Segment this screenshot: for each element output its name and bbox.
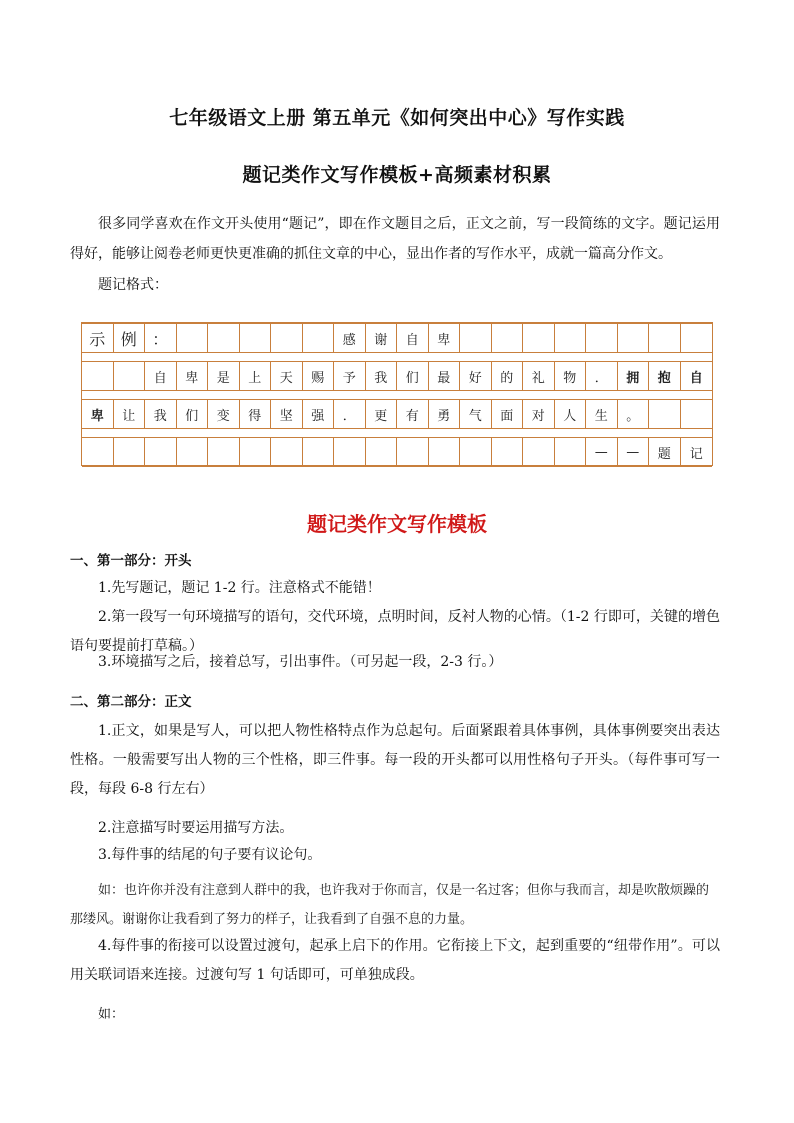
document-subtitle: 题记类作文写作模板+高频素材积累 <box>242 164 552 186</box>
grid-cell <box>397 438 429 466</box>
grid-cell: 强 <box>303 400 335 428</box>
opening-item-2: 2.第一段写一句环境描写的语句，交代环境，点明时间，反衬人物的心情。（1-2 行即可，关键的增色语句要提前打草稿。） <box>70 609 720 654</box>
grid-cell: 感 <box>334 324 366 352</box>
grid-cell: — <box>586 438 618 466</box>
grid-cell: 卑 <box>82 400 114 428</box>
example-paragraph-1: 如：也许你并没有注意到人群中的我，也许我对于你而言，仅是一名过客；但你与我而言，却是吹散烦躁的那缕风。谢谢你让我看到了努力的样子，让我看到了自强不息的力量。 <box>70 883 710 927</box>
grid-cell: 谢 <box>366 324 398 352</box>
grid-cell: 勇 <box>429 400 461 428</box>
body-item-4: 4.每件事的衔接可以设置过渡句，起承上启下的作用。它衔接上下文，起到重要的“纽带作用”。可以用关联词语来连接。过渡句写 1 句话即可，可单独成段。 <box>70 938 720 983</box>
grid-cell: 记 <box>689 446 703 462</box>
grid-cell: 们 <box>397 362 429 390</box>
grid-cell <box>145 438 177 466</box>
writing-grid <box>81 322 713 466</box>
grid-cell <box>82 438 114 466</box>
grid-cell <box>460 324 492 352</box>
template-heading: 题记类作文写作模板 <box>307 512 487 536</box>
grid-cell: 更 <box>366 400 398 428</box>
opening-item-1: 1.先写题记，题记 1-2 行。注意格式不能错！ <box>98 580 381 596</box>
grid-cell: — <box>618 438 650 466</box>
grid-cell: 上 <box>240 362 272 390</box>
grid-cell <box>555 438 587 466</box>
grid-cell <box>555 324 587 352</box>
grid-cell: 示 <box>82 324 114 352</box>
grid-cell: 物 <box>555 362 587 390</box>
grid-cell: 最 <box>429 362 461 390</box>
intro-paragraph: 很多同学喜欢在作文开头使用“题记”，即在作文题目之后，正文之前，写一段简练的文字。题记运用得好，能够让阅卷老师更快更准确的抓住文章的中心，显出作者的写作水平，成就一篇高分作文。 <box>70 216 720 262</box>
grid-cell: 得 <box>240 400 272 428</box>
grid-cell: 让 <box>114 400 146 428</box>
grid-cell <box>177 324 209 352</box>
grid-cell: ： <box>145 324 177 352</box>
grid-cell: 自 <box>689 370 703 386</box>
grid-cell: 赐 <box>303 362 335 390</box>
grid-cell: 自 <box>397 324 429 352</box>
grid-cell <box>523 438 555 466</box>
grid-cell: 人 <box>555 400 587 428</box>
grid-cell: 好 <box>460 362 492 390</box>
grid-cell <box>303 438 335 466</box>
grid-cell <box>649 324 681 352</box>
grid-cell <box>303 324 335 352</box>
body-item-3: 3.每件事的结尾的句子要有议论句。 <box>98 847 322 863</box>
body-item-1: 1.正文，如果是写人，可以把人物性格特点作为总起句。后面紧跟着具体事例，具体事例要突出表达性格。一般需要写出人物的三个性格，即三件事。每一段的开头都可以用性格句子开头。（每件事可写一段，每段 6-8 行左右） <box>70 723 720 797</box>
section-heading-body: 二、第二部分：正文 <box>70 694 192 710</box>
grid-cell: 们 <box>177 400 209 428</box>
section-heading-opening: 一、第一部分：开头 <box>70 553 192 569</box>
grid-cell: 拥 <box>618 362 650 390</box>
grid-cell: 变 <box>208 400 240 428</box>
grid-row <box>82 361 712 391</box>
grid-cell <box>681 324 713 352</box>
grid-cell: 抱 <box>649 362 681 390</box>
grid-cell: 气 <box>460 400 492 428</box>
grid-cell: 坚 <box>271 400 303 428</box>
grid-cell <box>429 438 461 466</box>
grid-cell: 例 <box>114 324 146 352</box>
grid-cell <box>177 438 209 466</box>
grid-cell <box>460 438 492 466</box>
grid-cell <box>271 324 303 352</box>
example-paragraph-2: 如： <box>98 1007 125 1022</box>
grid-cell: 天 <box>271 362 303 390</box>
grid-cell: 。 <box>618 400 650 428</box>
grid-cell <box>208 324 240 352</box>
grid-cell <box>240 438 272 466</box>
grid-cell: 生 <box>586 400 618 428</box>
grid-cell <box>649 400 681 428</box>
grid-cell: 对 <box>523 400 555 428</box>
opening-item-3: 3.环境描写之后，接着总写，引出事件。（可另起一段，2-3 行。） <box>98 654 503 670</box>
grid-cell <box>208 438 240 466</box>
grid-cell <box>492 438 524 466</box>
grid-cell: 题 <box>649 438 681 466</box>
grid-cell <box>82 362 114 390</box>
grid-cell <box>523 324 555 352</box>
grid-cell: 面 <box>492 400 524 428</box>
format-label: 题记格式： <box>98 277 168 293</box>
document-title: 七年级语文上册 第五单元《如何突出中心》写作实践 <box>169 107 625 129</box>
grid-cell <box>492 324 524 352</box>
grid-row <box>82 323 712 353</box>
grid-cell <box>114 438 146 466</box>
grid-row <box>82 437 712 467</box>
grid-cell: 卑 <box>177 362 209 390</box>
grid-cell <box>240 324 272 352</box>
grid-cell: 卑 <box>429 324 461 352</box>
grid-cell <box>271 438 303 466</box>
body-item-2: 2.注意描写时要运用描写方法。 <box>98 820 294 836</box>
grid-cell: ． <box>334 400 366 428</box>
grid-cell <box>334 438 366 466</box>
grid-cell <box>681 400 713 428</box>
grid-cell: 有 <box>397 400 429 428</box>
grid-cell <box>586 324 618 352</box>
grid-cell: 予 <box>334 362 366 390</box>
grid-cell <box>618 324 650 352</box>
grid-cell <box>114 362 146 390</box>
grid-cell <box>366 438 398 466</box>
grid-cell: 是 <box>208 362 240 390</box>
grid-cell: 我 <box>366 362 398 390</box>
grid-cell: 我 <box>145 400 177 428</box>
grid-cell: 自 <box>145 362 177 390</box>
grid-cell: 的 <box>492 362 524 390</box>
grid-cell: 礼 <box>523 362 555 390</box>
grid-row <box>82 399 712 429</box>
grid-cell: ． <box>586 362 618 390</box>
